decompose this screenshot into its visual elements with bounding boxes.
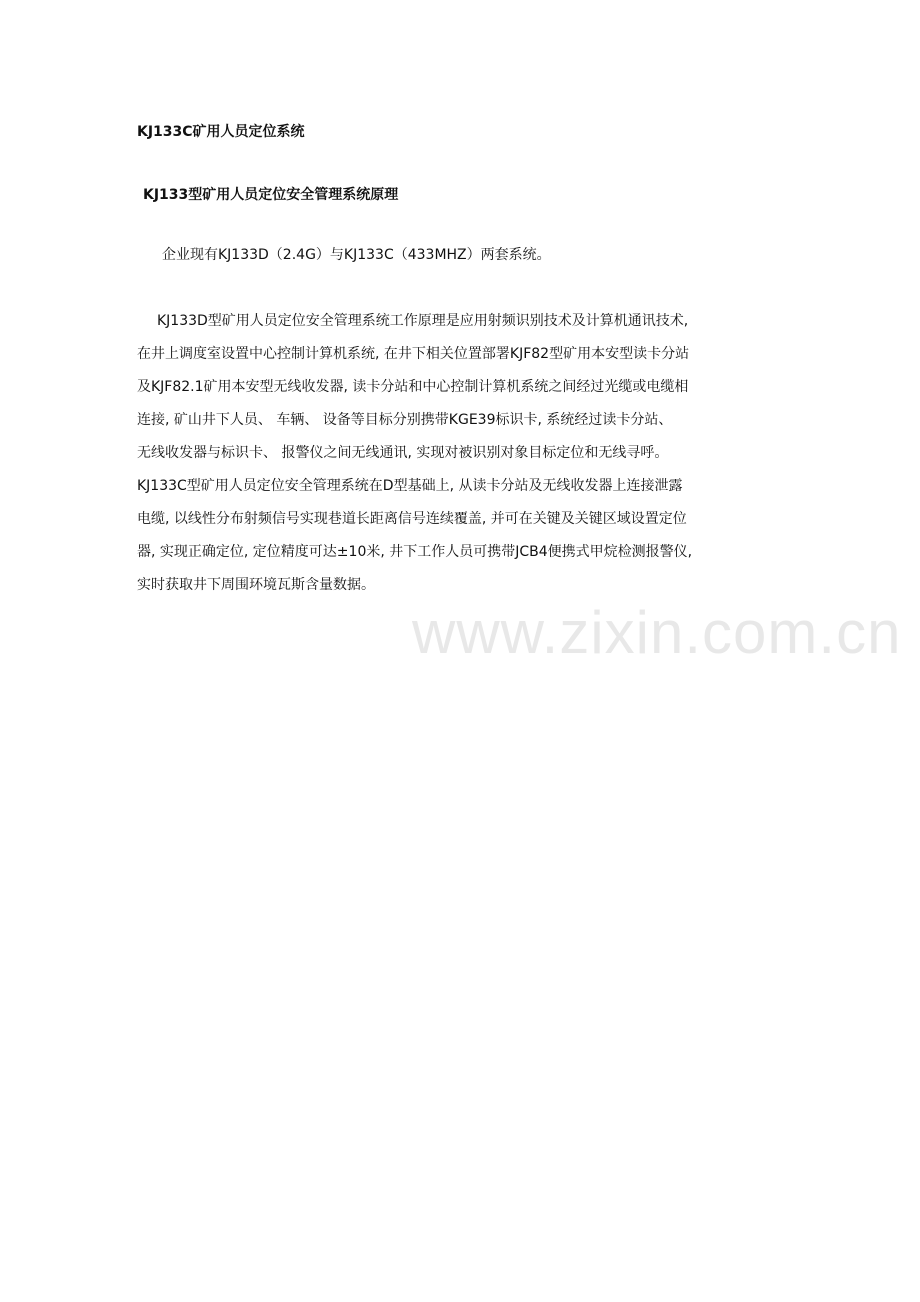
- body-line: 及KJF82.1矿用本安型无线收发器, 读卡分站和中心控制计算机系统之间经过光缆或电缆相: [137, 379, 689, 395]
- body-line: KJ133D型矿用人员定位安全管理系统工作原理是应用射频识别技术及计算机通讯技术,: [157, 313, 689, 329]
- body-line: 电缆, 以线性分布射频信号实现巷道长距离信号连续覆盖, 并可在关键及关键区域设置定位: [137, 511, 687, 527]
- document-title: KJ133C矿用人员定位系统: [137, 124, 305, 140]
- watermark: www.zixin.com.cn: [412, 599, 902, 666]
- body-paragraph: [137, 305, 787, 602]
- document-subtitle: KJ133型矿用人员定位安全管理系统原理: [143, 187, 399, 203]
- body-line: 器, 实现正确定位, 定位精度可达±10米, 井下工作人员可携带JCB4便携式甲烷检测报警仪,: [137, 544, 693, 560]
- body-line: 连接, 矿山井下人员、 车辆、 设备等目标分别携带KGE39标识卡, 系统经过读卡分站、: [137, 412, 673, 428]
- body-line: KJ133C型矿用人员定位安全管理系统在D型基础上, 从读卡分站及无线收发器上连接泄露: [137, 478, 683, 494]
- body-line: 实时获取井下周围环境瓦斯含量数据。: [137, 577, 375, 593]
- body-line: 无线收发器与标识卡、 报警仪之间无线通讯, 实现对被识别对象目标定位和无线寻呼。: [137, 445, 669, 461]
- body-line: 在井上调度室设置中心控制计算机系统, 在井下相关位置部署KJF82型矿用本安型读卡分站: [137, 346, 690, 362]
- intro-paragraph: 企业现有KJ133D（2.4G）与KJ133C（433MHZ）两套系统。: [162, 247, 551, 263]
